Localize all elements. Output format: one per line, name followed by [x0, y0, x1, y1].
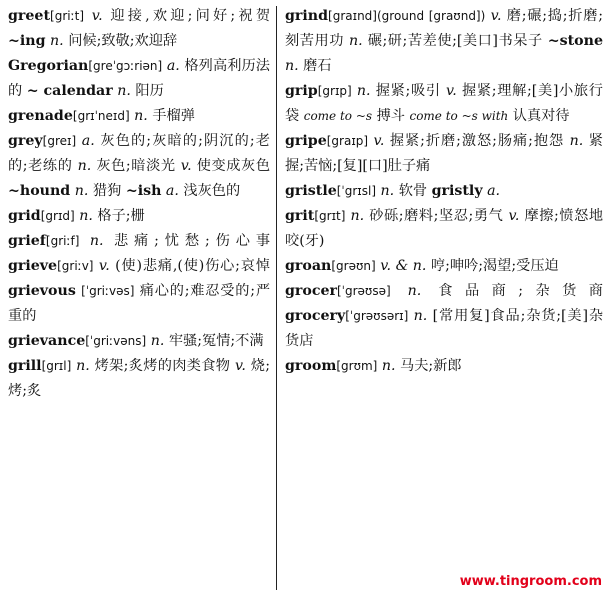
phonetic: [griːt] — [50, 9, 85, 23]
part-of-speech: n. — [381, 358, 396, 374]
headword: groan — [285, 258, 332, 274]
part-of-speech: v. — [180, 158, 192, 174]
entry-groan — [285, 254, 603, 279]
entry-gristle — [285, 179, 603, 204]
past-tense-phonetic: (ground [graʊnd]) — [376, 9, 486, 23]
part-of-speech: a. — [487, 183, 501, 199]
headword: grind — [285, 8, 329, 24]
entry-grocer — [285, 279, 603, 354]
part-of-speech: a. — [165, 183, 179, 199]
definition: 摩擦;愤怒地咬(牙) — [285, 208, 604, 249]
phonetic: [grɪt] — [314, 209, 346, 223]
definition: 格子;栅 — [97, 208, 145, 224]
part-of-speech: n. — [117, 83, 131, 99]
part-of-speech: v. — [373, 133, 385, 149]
part-of-speech: n. — [407, 283, 422, 299]
definition: 问候;致敬;欢迎辞 — [68, 33, 178, 49]
phonetic: [grʊm] — [336, 359, 378, 373]
part-of-speech: n. — [413, 308, 428, 324]
part-of-speech: n. — [77, 158, 92, 174]
definition: 握紧;吸引 — [375, 83, 441, 99]
phonetic: [ˈgrɪsl] — [336, 184, 377, 198]
entry-grill — [8, 354, 270, 404]
definition: 猎狗 — [92, 183, 122, 199]
phrase: come to ~s — [303, 109, 373, 123]
headword: grief — [8, 233, 46, 249]
derivative: grieve — [8, 258, 58, 274]
column-divider — [276, 6, 277, 590]
part-of-speech: v. — [445, 83, 457, 99]
derivative: ~ calendar — [26, 83, 113, 99]
definition: 迎接,欢迎;问好;祝贺 — [110, 8, 271, 24]
entry-grip — [285, 79, 603, 129]
derivative: ~ing — [8, 33, 46, 49]
definition: 灰色的;灰暗的;阴沉的;老的;老练的 — [8, 133, 270, 174]
part-of-speech: v. — [98, 258, 110, 274]
entry-groom — [285, 354, 603, 379]
phonetic: [graɪnd] — [328, 9, 377, 23]
part-of-speech: n. — [89, 233, 104, 249]
definition: 烧;烤;炙 — [8, 358, 270, 399]
part-of-speech: n. — [150, 333, 165, 349]
headword: greet — [8, 8, 51, 24]
entry-grievance — [8, 329, 270, 354]
phonetic: [grɪˈneɪd] — [72, 109, 130, 123]
phonetic: [ˈgriːvəs] — [81, 284, 135, 298]
definition: 牢骚;冤情;不满 — [168, 333, 264, 349]
part-of-speech: n. — [79, 208, 93, 224]
definition: 灰色;暗淡光 — [96, 158, 176, 174]
headword: grill — [8, 358, 42, 374]
right-column — [285, 4, 603, 379]
entry-greet — [8, 4, 270, 54]
entry-grey — [8, 129, 270, 204]
definition: 格列高利历法的 — [8, 58, 270, 99]
phonetic: [grəʊn] — [331, 259, 376, 273]
definition: 软骨 — [398, 183, 428, 199]
derivative: ~ish — [125, 183, 162, 199]
part-of-speech: a. — [166, 58, 180, 74]
headword: grievance — [8, 333, 86, 349]
definition: 悲痛;忧愁;伤心事 — [113, 233, 271, 249]
phonetic: [ˈgrəʊsə] — [337, 284, 391, 298]
definition: 砂砾;磨料;坚忍;勇气 — [369, 208, 504, 224]
derivative: ~stone — [547, 33, 603, 49]
phonetic: [grɪl] — [41, 359, 72, 373]
headword: gripe — [285, 133, 327, 149]
definition: [常用复]食品;杂货;[美]杂货店 — [285, 308, 604, 349]
part-of-speech: v. — [490, 8, 502, 24]
headword: gristle — [285, 183, 337, 199]
part-of-speech: v. — [91, 8, 103, 24]
definition: 痛心的;难忍受的;严重的 — [8, 283, 271, 324]
part-of-speech: n. — [134, 108, 148, 124]
definition: 碾;研;苦差使;[美口]书呆子 — [367, 33, 543, 49]
part-of-speech: n. — [50, 33, 64, 49]
headword: grit — [285, 208, 315, 224]
entry-grid — [8, 204, 270, 229]
part-of-speech: n. — [74, 183, 89, 199]
headword: groom — [285, 358, 337, 374]
definition: 磨石 — [303, 58, 332, 74]
derivative: gristly — [431, 183, 483, 199]
derivative: grievous — [8, 283, 76, 299]
definition: 握紧;理解;[美]小旅行袋 — [285, 83, 603, 124]
definition: 认真对待 — [512, 108, 570, 124]
part-of-speech: n. — [349, 33, 363, 49]
phonetic: [griːv] — [57, 259, 94, 273]
headword: grey — [8, 133, 43, 149]
part-of-speech: v. — [235, 358, 246, 374]
entry-grit — [285, 204, 603, 254]
part-of-speech: n. — [356, 83, 371, 99]
part-of-speech: v. — [508, 208, 520, 224]
phonetic: [grɪd] — [40, 209, 75, 223]
definition: (使)悲痛,(使)伤心;哀悼 — [115, 258, 271, 274]
phonetic: [greˈgɔːriən] — [88, 59, 163, 73]
part-of-speech: n. — [569, 133, 584, 149]
part-of-speech: n. — [76, 358, 90, 374]
phrase: come to ~s with — [409, 109, 509, 123]
phonetic: [griːf] — [45, 234, 80, 248]
definition: 磨;碾;捣;折磨;刻苦用功 — [285, 8, 604, 49]
definition: 烤架;炙烤的肉类食物 — [94, 358, 231, 374]
part-of-speech: a. — [81, 133, 95, 149]
definition: 搏斗 — [376, 108, 405, 124]
headword: grid — [8, 208, 41, 224]
headword: grip — [285, 83, 318, 99]
entry-grind — [285, 4, 603, 79]
entry-grief — [8, 229, 270, 329]
part-of-speech: n. — [380, 183, 395, 199]
definition: 握紧;折磨;激怒;肠痛;抱怨 — [389, 133, 565, 149]
part-of-speech: v. & n. — [380, 258, 427, 274]
definition: 食品商;杂货商 — [438, 283, 603, 299]
phonetic: [ˈgrəʊsərɪ] — [345, 309, 409, 323]
headword: grenade — [8, 108, 73, 124]
definition: 阳历 — [135, 83, 164, 99]
definition: 哼;呻吟;渴望;受压迫 — [430, 258, 559, 274]
part-of-speech: n. — [350, 208, 365, 224]
watermark: www.tingroom.com — [452, 572, 604, 592]
phonetic: [graɪp] — [326, 134, 369, 148]
derivative: ~hound — [8, 183, 71, 199]
definition: 使变成灰色 — [196, 158, 271, 174]
headword: Gregorian — [8, 58, 89, 74]
definition: 紧握;苦恼;[复][口]肚子痛 — [285, 133, 603, 174]
definition: 手榴弹 — [152, 108, 195, 124]
definition: 浅灰色的 — [183, 183, 241, 199]
left-column — [8, 4, 270, 404]
derivative: grocery — [285, 308, 346, 324]
phonetic: [greɪ] — [42, 134, 77, 148]
headword: grocer — [285, 283, 337, 299]
entry-gregorian — [8, 54, 270, 104]
entry-grenade — [8, 104, 270, 129]
entry-gripe — [285, 129, 603, 179]
phonetic: [ˈgriːvəns] — [85, 334, 147, 348]
part-of-speech: n. — [285, 58, 299, 74]
definition: 马夫;新郎 — [400, 358, 462, 374]
phonetic: [grɪp] — [317, 84, 352, 98]
